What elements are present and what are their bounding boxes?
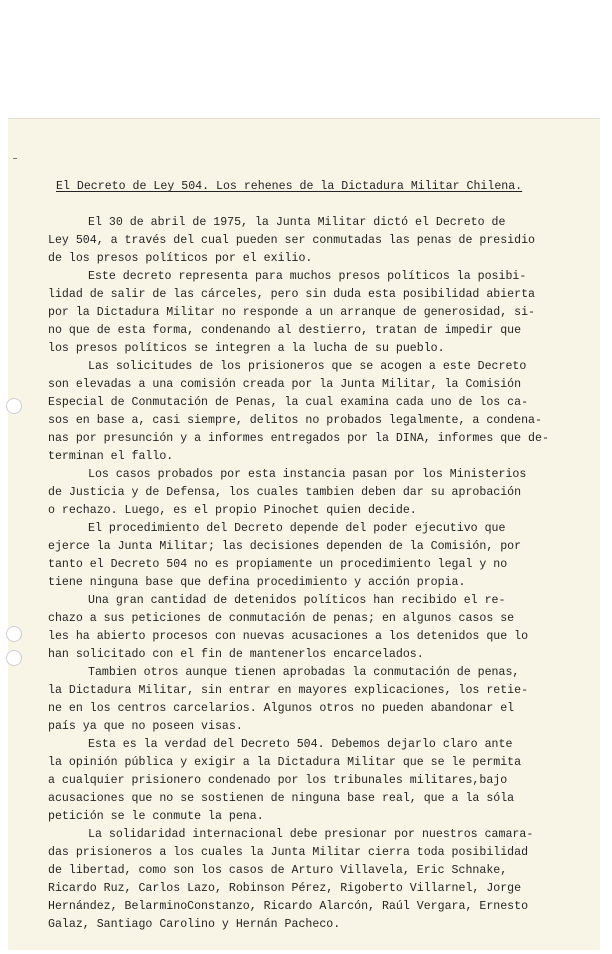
punch-hole-middle	[6, 626, 22, 642]
paragraph-9	[48, 826, 600, 934]
text-line: Este decreto representa para muchos presos políticos la posibi-	[88, 270, 527, 283]
text-line: Especial de Conmutación de Penas, la cual examina cada uno de los ca-	[48, 396, 529, 409]
text-line: la opinión pública y exigir a la Dictadura Militar que se le permita	[48, 756, 522, 769]
text-line: la Dictadura Militar, sin entrar en mayores explicaciones, los retie-	[48, 684, 529, 697]
text-line: les ha abierto procesos con nuevas acusaciones a los detenidos que lo	[48, 630, 529, 643]
paragraph-6	[48, 592, 600, 664]
paragraph-7	[48, 664, 600, 736]
document-title: El Decreto de Ley 504. Los rehenes de la Dictadura Militar Chilena.	[56, 180, 523, 193]
punch-hole-top	[6, 398, 22, 414]
text-line: por la Dictadura Militar no responde a un arranque de generosidad, si-	[48, 306, 536, 319]
text-line: Ricardo Ruz, Carlos Lazo, Robinson Pérez, Rigoberto Villarnel, Jorge	[48, 882, 522, 895]
text-line: El procedimiento del Decreto depende del poder ejecutivo que	[88, 522, 506, 535]
text-line: tanto el Decreto 504 no es propiamente un procedimiento legal y no	[48, 558, 508, 571]
text-line: chazo a sus peticiones de conmutación de penas; en algunos casos se	[48, 612, 515, 625]
text-line: Ley 504, a través del cual pueden ser conmutadas las penas de presidio	[48, 234, 536, 247]
text-line: sos en base a, casi siempre, delitos no probados legalmente, a condena-	[48, 414, 542, 427]
text-line: das prisioneros a los cuales la Junta Militar cierra toda posibilidad	[48, 846, 529, 859]
paragraph-4	[48, 466, 600, 520]
text-line: acusaciones que no se sostienen de ninguna base real, que a la sóla	[48, 792, 515, 805]
paragraph-8	[48, 736, 600, 826]
text-line: La solidaridad internacional debe presionar por nuestros camara-	[88, 828, 534, 841]
text-line: de Justicia y de Defensa, los cuales tambien deben dar su aprobación	[48, 486, 522, 499]
text-line: Una gran cantidad de detenidos políticos han recibido el re-	[88, 594, 506, 607]
paragraph-2	[48, 268, 600, 358]
text-line: Esta es la verdad del Decreto 504. Debemos dejarlo claro ante	[88, 738, 513, 751]
text-line: Los casos probados por esta instancia pasan por los Ministerios	[88, 468, 527, 481]
text-line: Las solicitudes de los prisioneros que se acogen a este Decreto	[88, 360, 527, 373]
paragraph-5	[48, 520, 600, 592]
text-line: ne en los centros carcelarios. Algunos otros no pueden abandonar el	[48, 702, 515, 715]
text-line: o rechazo. Luego, es el propio Pinochet quien decide.	[48, 504, 417, 517]
margin-mark	[13, 158, 17, 159]
text-line: Hernández, BelarminoConstanzo, Ricardo Alarcón, Raúl Vergara, Ernesto	[48, 900, 529, 913]
document-body	[48, 178, 600, 934]
text-line: El 30 de abril de 1975, la Junta Militar dictó el Decreto de	[88, 216, 506, 229]
text-line: lidad de salir de las cárceles, pero sin duda esta posibilidad abierta	[48, 288, 536, 301]
text-line: terminan el fallo.	[48, 450, 174, 463]
text-line: Tambien otros aunque tienen aprobadas la conmutación de penas,	[88, 666, 520, 679]
text-line: tiene ninguna base que defina procedimiento y acción propia.	[48, 576, 466, 589]
text-line: ejerce la Junta Militar; las decisiones dependen de la Comisión, por	[48, 540, 522, 553]
text-line: no que de esta forma, condenando al destierro, tratan de impedir que	[48, 324, 522, 337]
text-line: nas por presunción y a informes entregados por la DINA, informes que de-	[48, 432, 549, 445]
text-line: petición se le conmute la pena.	[48, 810, 264, 823]
paragraph-1	[48, 214, 600, 268]
paragraph-3	[48, 358, 600, 466]
text-line: Galaz, Santiago Carolino y Hernán Pacheco.	[48, 918, 341, 931]
text-line: a cualquier prisionero condenado por los tribunales militares,bajo	[48, 774, 508, 787]
text-line: los presos políticos se integren a la lucha de su pueblo.	[48, 342, 445, 355]
paper-top-edge	[8, 118, 600, 119]
text-line: país ya que no poseen visas.	[48, 720, 243, 733]
punch-hole-bottom	[6, 650, 22, 666]
text-line: son elevadas a una comisión creada por la Junta Militar, la Comisión	[48, 378, 522, 391]
text-line: de los presos políticos por el exilio.	[48, 252, 313, 265]
text-line: han solicitado con el fin de mantenerlos encarcelados.	[48, 648, 424, 661]
text-line: de libertad, como son los casos de Arturo Villavela, Eric Schnake,	[48, 864, 508, 877]
